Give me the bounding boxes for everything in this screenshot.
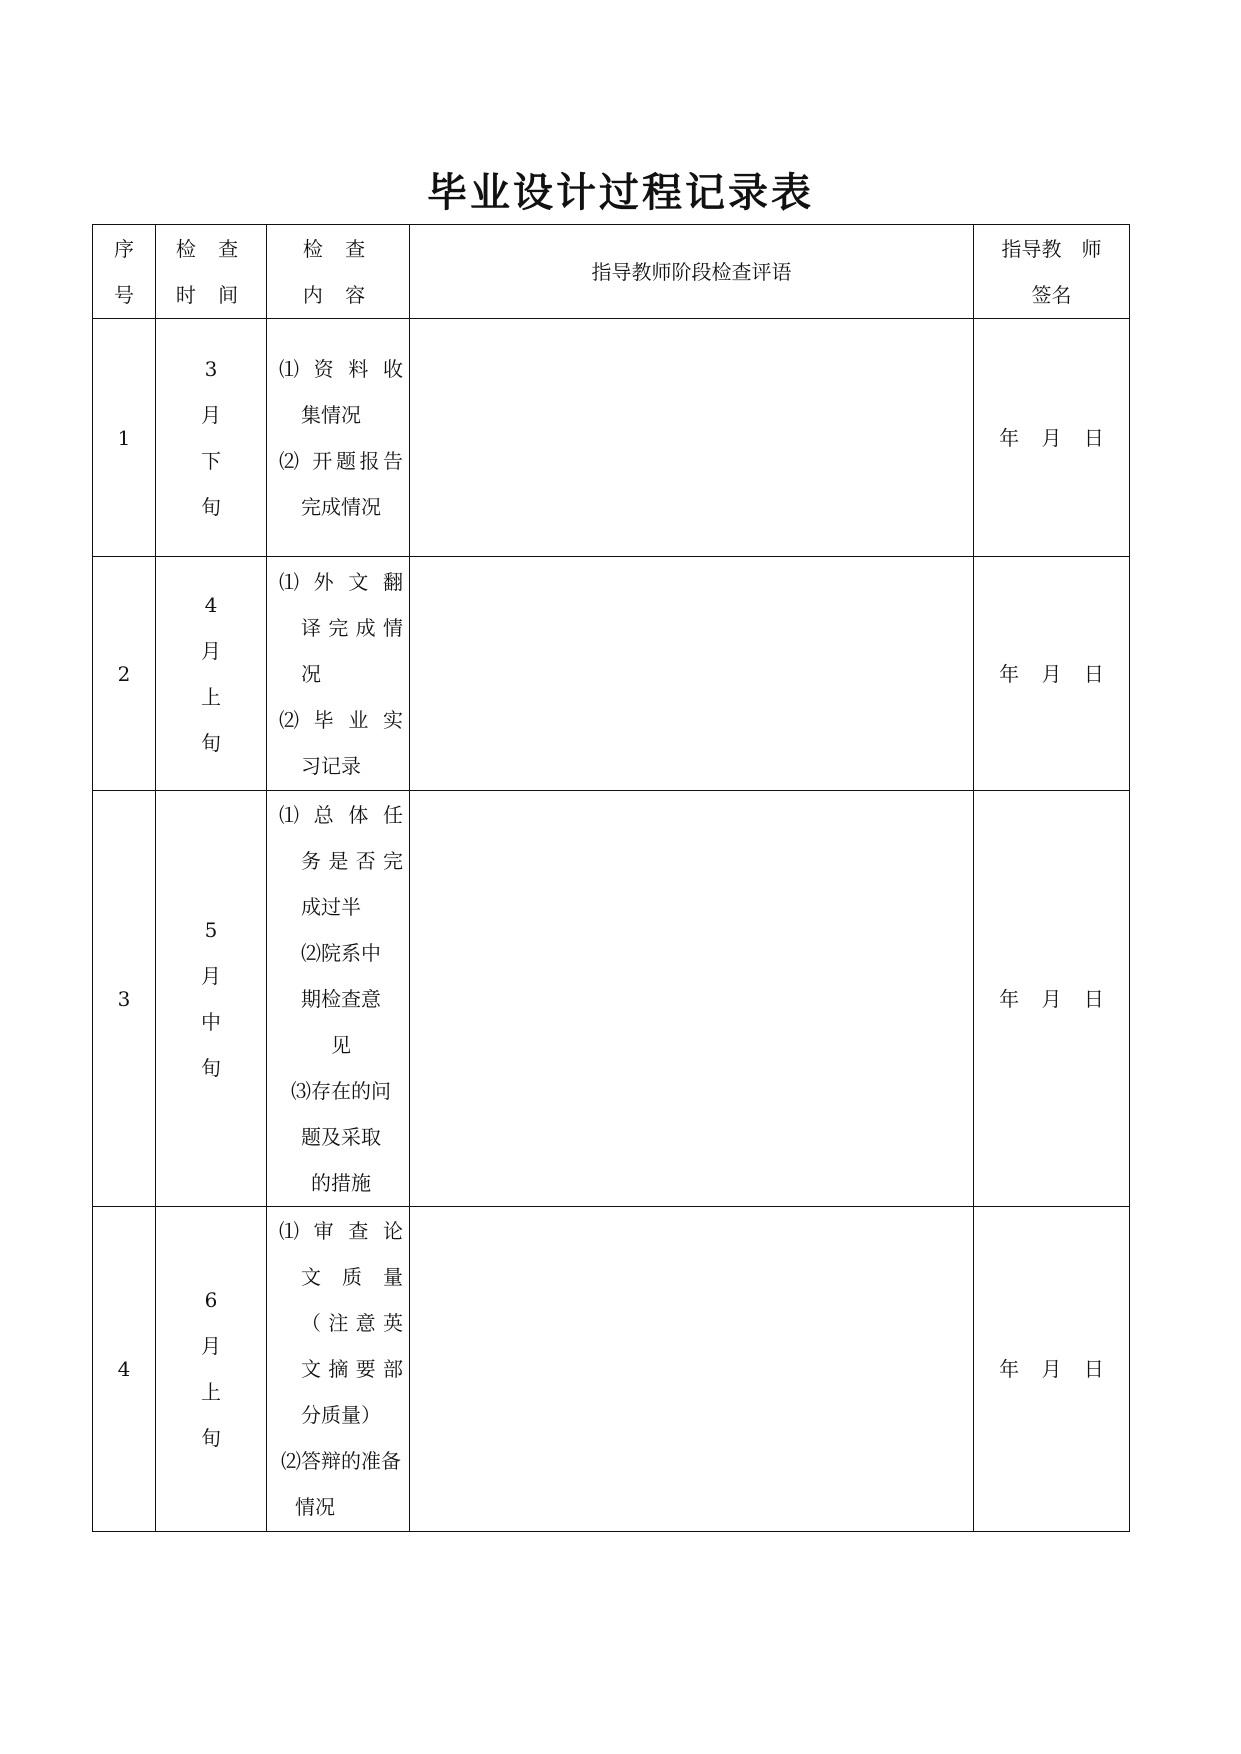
row-time-line: 月 xyxy=(201,402,221,427)
row-content-line: 见 xyxy=(331,1032,351,1057)
header-comment: 指导教师阶段检查评语 xyxy=(410,225,974,319)
row-time-line: 月 xyxy=(201,963,221,988)
row-content-line: 文摘要部 xyxy=(301,1357,403,1381)
date-month-label: 月 xyxy=(1041,986,1062,1011)
row-content-line: 期检查意 xyxy=(301,986,381,1011)
row-time-line: 5 xyxy=(204,917,218,942)
row-content xyxy=(267,791,410,1207)
header-time-line: 检 查 xyxy=(175,236,247,261)
row-content-line: ⑵ 毕 业 实 xyxy=(279,707,403,732)
record-row xyxy=(93,557,1130,791)
row-sign-date[interactable] xyxy=(974,319,1130,557)
row-content-line: 务是否完 xyxy=(301,848,403,873)
row-content-line: ⑵ 开题报告 xyxy=(279,448,403,473)
row-time-line: 6 xyxy=(204,1288,218,1312)
row-time-line: 旬 xyxy=(201,1055,221,1080)
date-day-label: 日 xyxy=(1083,986,1104,1011)
row-content-line: 分质量） xyxy=(301,1403,381,1427)
row-content-line: 集情况 xyxy=(301,402,361,427)
row-content-line: 完成情况 xyxy=(301,494,381,519)
row-content-line: 译完成情 xyxy=(301,615,403,640)
header-seq xyxy=(93,225,156,319)
row-content-line: ⑴ 资 料 收 xyxy=(279,356,403,381)
row-content xyxy=(267,1207,410,1532)
header-sign-line: 指导教 师 xyxy=(1001,236,1102,261)
row-time-line: 下 xyxy=(201,448,221,473)
header-time xyxy=(156,225,267,319)
row-sign-date[interactable] xyxy=(974,557,1130,791)
process-record-table xyxy=(92,224,1130,1532)
header-content-line: 检 查 xyxy=(302,236,374,261)
date-year-label: 年 xyxy=(999,661,1020,686)
header-sign-line: 签名 xyxy=(1031,282,1072,307)
header-content xyxy=(267,225,410,319)
date-year-label: 年 xyxy=(999,986,1020,1011)
row-time-line: 旬 xyxy=(201,1426,221,1450)
row-time-line: 3 xyxy=(204,356,218,381)
record-row xyxy=(93,1207,1130,1532)
row-comment[interactable] xyxy=(410,791,974,1207)
row-time xyxy=(156,791,267,1207)
row-time-line: 上 xyxy=(201,1380,221,1404)
row-content-line: ⑴ 审 查 论 xyxy=(279,1219,403,1243)
row-content-line: 的措施 xyxy=(311,1170,371,1195)
row-seq: 3 xyxy=(93,791,156,1207)
header-row xyxy=(93,225,1130,319)
date-day-label: 日 xyxy=(1083,661,1104,686)
document-title: 毕业设计过程记录表 xyxy=(427,170,814,216)
header-seq-line: 序 xyxy=(114,236,134,261)
row-time-line: 旬 xyxy=(201,494,221,519)
row-content xyxy=(267,557,410,791)
date-month-label: 月 xyxy=(1041,425,1062,450)
sign-date xyxy=(991,426,1112,450)
row-time-line: 月 xyxy=(201,1334,221,1358)
row-time-line: 月 xyxy=(201,638,221,663)
record-row xyxy=(93,319,1130,557)
date-year-label: 年 xyxy=(999,1357,1020,1381)
row-time-line: 4 xyxy=(204,592,218,617)
row-seq: 2 xyxy=(93,557,156,791)
row-content-line: ⑶存在的问 xyxy=(291,1078,391,1103)
row-content-line: 况 xyxy=(301,661,321,686)
date-year-label: 年 xyxy=(999,425,1020,450)
row-seq: 4 xyxy=(93,1207,156,1532)
record-row xyxy=(93,791,1130,1207)
row-sign-date[interactable] xyxy=(974,1207,1130,1532)
sign-date xyxy=(991,987,1112,1011)
row-time xyxy=(156,557,267,791)
row-content-line: ⑴ 外 文 翻 xyxy=(279,569,403,594)
header-content-line: 内 容 xyxy=(302,282,374,307)
row-content-line: 文 质 量 xyxy=(301,1265,403,1289)
row-time-line: 旬 xyxy=(201,730,221,755)
row-content xyxy=(267,319,410,557)
row-sign-date[interactable] xyxy=(974,791,1130,1207)
row-comment[interactable] xyxy=(410,1207,974,1532)
row-content-line: 成过半 xyxy=(301,894,361,919)
row-time-line: 中 xyxy=(201,1009,221,1034)
header-time-line: 时 间 xyxy=(175,282,247,307)
header-sign xyxy=(974,225,1130,319)
date-month-label: 月 xyxy=(1041,1357,1062,1381)
row-content-line: （注意英 xyxy=(301,1311,403,1335)
row-time-line: 上 xyxy=(201,684,221,709)
date-day-label: 日 xyxy=(1083,1357,1104,1381)
header-seq-line: 号 xyxy=(114,282,134,307)
row-content-line: ⑵答辩的准备 xyxy=(281,1449,401,1473)
row-content-line: 题及采取 xyxy=(301,1124,381,1149)
row-content-line: 习记录 xyxy=(301,753,361,778)
row-content-line: ⑵院系中 xyxy=(301,940,381,965)
row-content-line: ⑴ 总 体 任 xyxy=(279,802,403,827)
sign-date xyxy=(991,1357,1112,1381)
row-content-line: 情况 xyxy=(295,1495,335,1519)
row-comment[interactable] xyxy=(410,557,974,791)
date-month-label: 月 xyxy=(1041,661,1062,686)
sign-date xyxy=(991,662,1112,686)
row-time xyxy=(156,319,267,557)
date-day-label: 日 xyxy=(1083,425,1104,450)
row-seq: 1 xyxy=(93,319,156,557)
row-comment[interactable] xyxy=(410,319,974,557)
row-time xyxy=(156,1207,267,1532)
